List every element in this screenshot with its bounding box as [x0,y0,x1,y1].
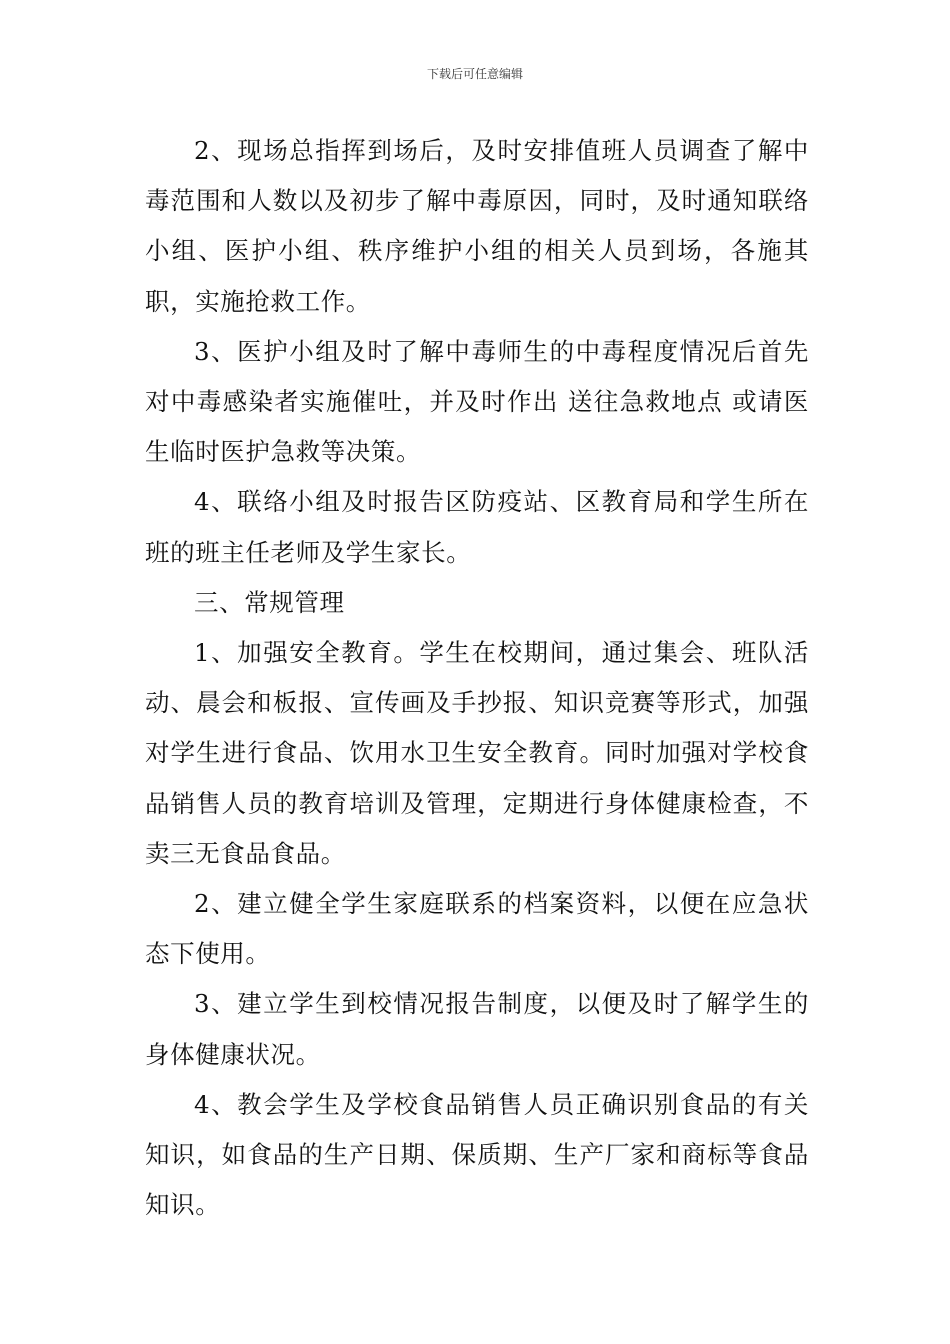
paragraph-4-liaison-team: 4、联络小组及时报告区防疫站、区教育局和学生所在班的班主任老师及学生家长。 [145,487,809,567]
paragraph-2-on-site-command: 2、现场总指挥到场后，及时安排值班人员调查了解中毒范围和人数以及初步了解中毒原因，同时，及时通知联络小组、医护小组、秩序维护小组的相关人员到场，各施其职，实施抢救工作。 [145,136,809,316]
paragraph-1-safety-education: 1、加强安全教育。学生在校期间，通过集会、班队活动、晨会和板报、宣传画及手抄报、知识竞赛等形式，加强对学生进行食品、饮用水卫生安全教育。同时加强对学校食品销售人员的教育培训及管理，定期进行身体健康检查，不卖三无食品食品。 [145,638,809,868]
document-body [145,126,809,1230]
section-heading-routine-management: 三、常规管理 [194,587,345,617]
page-header: 下载后可任意编辑 [426,67,523,81]
paragraph-2-family-records: 2、建立健全学生家庭联系的档案资料，以便在应急状态下使用。 [145,889,809,969]
paragraph-3-medical-team: 3、医护小组及时了解中毒师生的中毒程度情况后首先对中毒感染者实施催吐，并及时作出 送往急救地点 或请医生临时医护急救等决策。 [145,336,809,467]
paragraph-3-attendance-reporting: 3、建立学生到校情况报告制度，以便及时了解学生的身体健康状况。 [145,989,809,1069]
paragraph-4-food-knowledge: 4、教会学生及学校食品销售人员正确识别食品的有关知识，如食品的生产日期、保质期、生产厂家和商标等食品知识。 [145,1089,809,1220]
